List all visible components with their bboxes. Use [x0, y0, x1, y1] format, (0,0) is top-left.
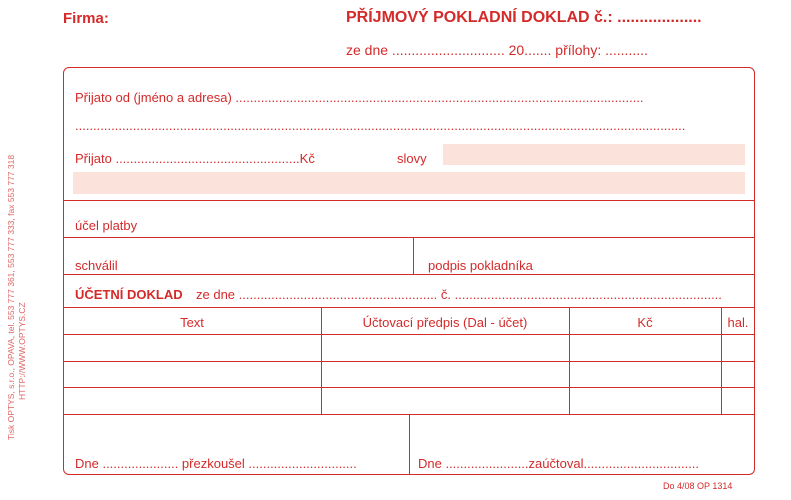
table-column-divider [721, 307, 722, 414]
address-continuation-field[interactable]: ......................................................................................................................................................................... [75, 118, 686, 133]
table-row-divider [63, 387, 755, 388]
column-header-czk: Kč [637, 315, 653, 330]
divider [63, 237, 755, 238]
divider [63, 307, 755, 308]
checked-by-line[interactable]: Dne ..................... přezkoušel .............................. [75, 456, 357, 471]
accounting-date-line[interactable]: ze dne ....................................................... č. .......................................................................... [196, 287, 722, 302]
divider [413, 237, 414, 274]
received-amount-field[interactable]: Přijato ...................................................Kč [75, 151, 315, 166]
purpose-label: účel platby [75, 218, 138, 233]
in-words-label: slovy [397, 151, 427, 166]
form-code: Do 4/08 OP 1314 [663, 481, 733, 491]
divider [409, 414, 410, 475]
posted-by-line[interactable]: Dne .......................zaúčtoval................................ [418, 456, 700, 471]
amount-in-words-field[interactable] [443, 144, 745, 165]
table-column-divider [321, 307, 322, 414]
table-row-divider [63, 334, 755, 335]
printer-info-line: Tisk OPTYS, s.r.o., OPAVA, tel. 553 777 361, 553 777 333, fax 553 777 318 [6, 154, 16, 440]
amount-in-words-field-2[interactable] [73, 172, 745, 194]
cashier-signature-label: podpis pokladníka [428, 258, 533, 273]
approved-label: schválil [75, 258, 118, 273]
firma-label: Firma: [63, 10, 109, 27]
divider [63, 274, 755, 275]
column-header-text: Text [180, 315, 204, 330]
accounting-heading: ÚČETNÍ DOKLAD [75, 287, 183, 302]
printer-info [6, 110, 28, 440]
column-header-hal: hal. [727, 315, 749, 330]
table-row-divider [63, 361, 755, 362]
printer-website: HTTP://WWW.OPTYS.CZ [17, 302, 27, 400]
received-from-field[interactable]: Přijato od (jméno a adresa) ................................................................................................................. [75, 90, 644, 105]
table-column-divider [569, 307, 570, 414]
column-header-posting: Účtovací předpis (Dal - účet) [362, 315, 528, 330]
divider [63, 200, 755, 201]
date-attachments-line: ze dne ............................. 20....... přílohy: ........... [346, 42, 648, 58]
document-title: PŘÍJMOVÝ POKLADNÍ DOKLAD č.: ................... [346, 9, 702, 26]
